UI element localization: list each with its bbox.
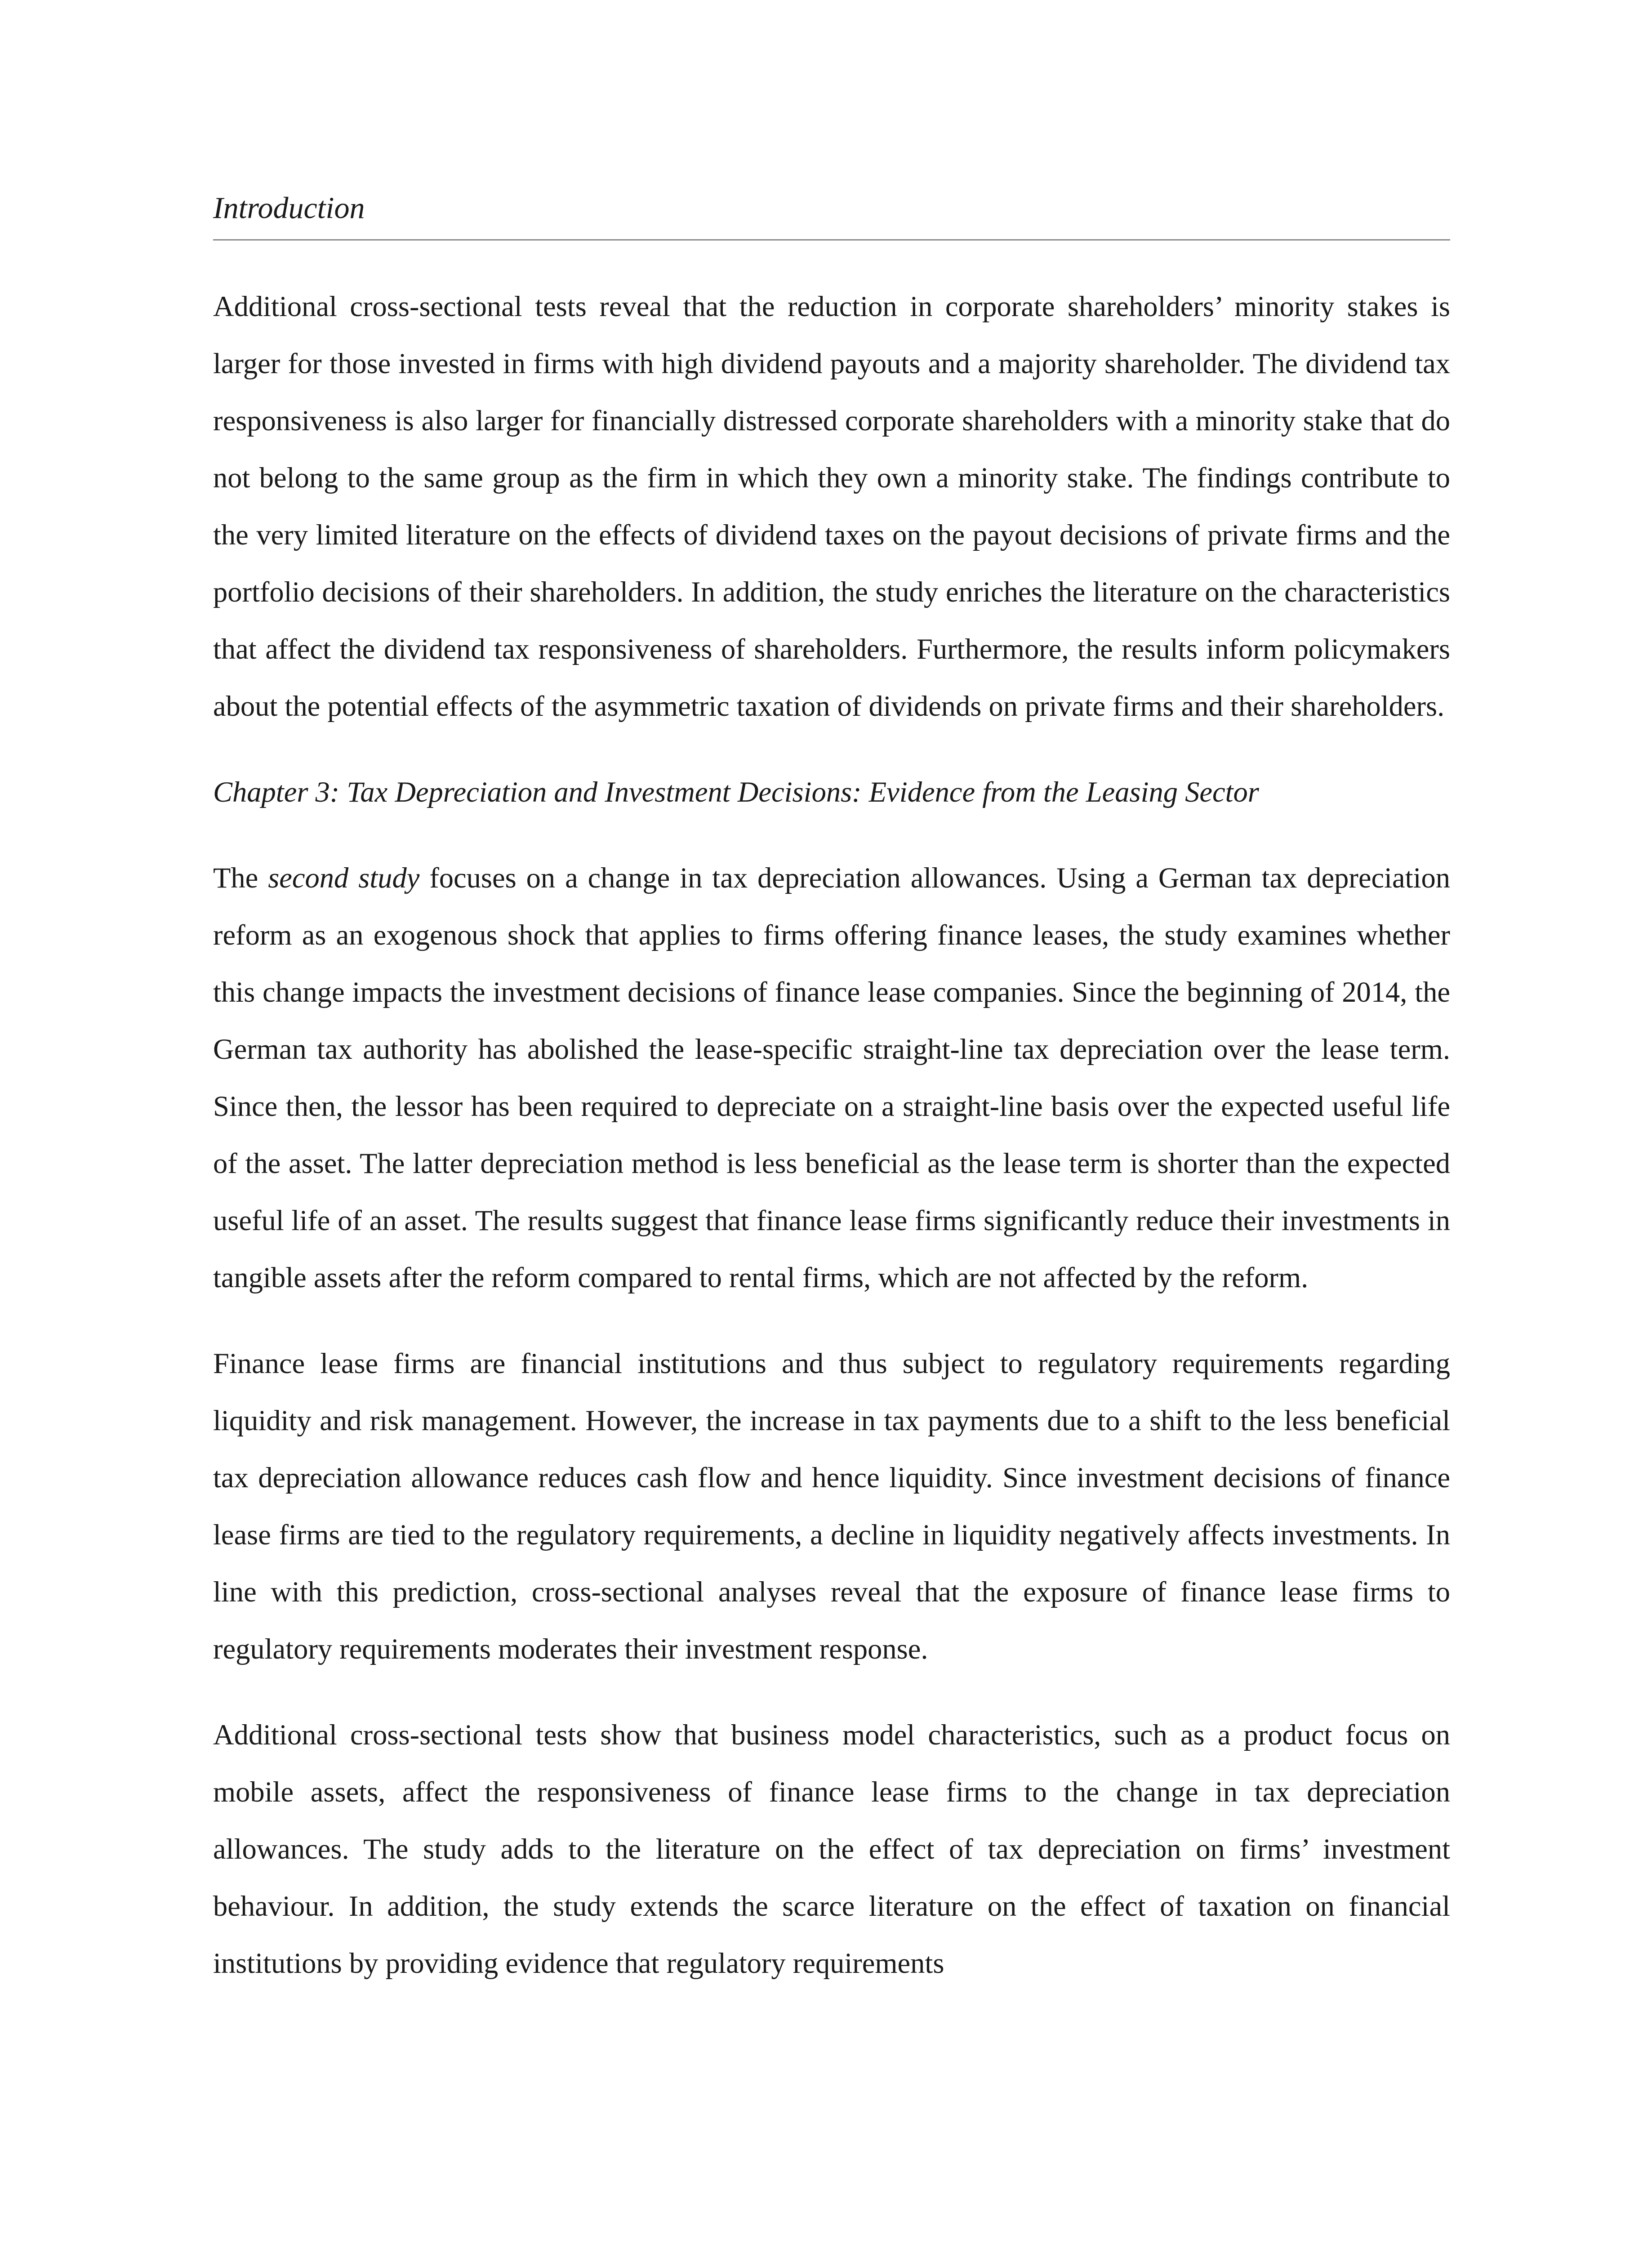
paragraph: Additional cross-sectional tests reveal that the reduction in corporate shareholders’ minority stakes is larger for those invested in firms with high dividend payouts and a majority shareholder. The dividend tax responsiveness is also larger for financially distressed corporate shareholders with a minority stake that do not belong to the same group as the firm in which they own a minority stake. The findings contribute to the very limited literature on the effects of dividend taxes on the payout decisions of private firms and the portfolio decisions of their shareholders. In addition, the study enriches the literature on the characteristics that affect the dividend tax responsiveness of shareholders. Furthermore, the results inform policymakers about the potential effects of the asymmetric taxation of dividends on private firms and their shareholders. [213, 290, 1450, 722]
running-header: Introduction [213, 191, 365, 225]
paragraph [213, 849, 1450, 1306]
paragraph-lead: The [213, 862, 268, 894]
paragraph: Additional cross-sectional tests show that business model characteristics, such as a product focus on mobile assets, affect the responsiveness of finance lease firms to the change in tax depreciation allowances. The study adds to the literature on the effect of tax depreciation on firms’ investment behaviour. In addition, the study extends the scarce literature on the effect of taxation on financial institutions by providing evidence that regulatory requirements [213, 1719, 1450, 1979]
paragraph: Finance lease firms are financial institutions and thus subject to regulatory requirements regarding liquidity and risk management. However, the increase in tax payments due to a shift to the less beneficial tax depreciation allowance reduces cash flow and hence liquidity. Since investment decisions of finance lease firms are tied to the regulatory requirements, a decline in liquidity negatively affects investments. In line with this prediction, cross-sectional analyses reveal that the exposure of finance lease firms to regulatory requirements moderates their investment response. [213, 1347, 1450, 1665]
paragraph-rest: focuses on a change in tax depreciation allowances. Using a German tax depreciation reform as an exogenous shock that applies to firms offering finance leases, the study examines whether this change impacts the investment decisions of finance lease companies. Since the beginning of 2014, the German tax authority has abolished the lease-specific straight-line tax depreciation over the lease term. Since then, the lessor has been required to depreciate on a straight-line basis over the expected useful life of the asset. The latter depreciation method is less beneficial as the lease term is shorter than the expected useful life of an asset. The results suggest that finance lease firms significantly reduce their investments in tangible assets after the reform compared to rental firms, which are not affected by the reform. [213, 862, 1450, 1293]
emphasis-term: second study [268, 862, 420, 894]
header-rule [213, 239, 1450, 241]
chapter-heading: Chapter 3: Tax Depreciation and Investment Decisions: Evidence from the Leasing Sector [213, 776, 1259, 808]
body-text [213, 278, 1450, 1992]
